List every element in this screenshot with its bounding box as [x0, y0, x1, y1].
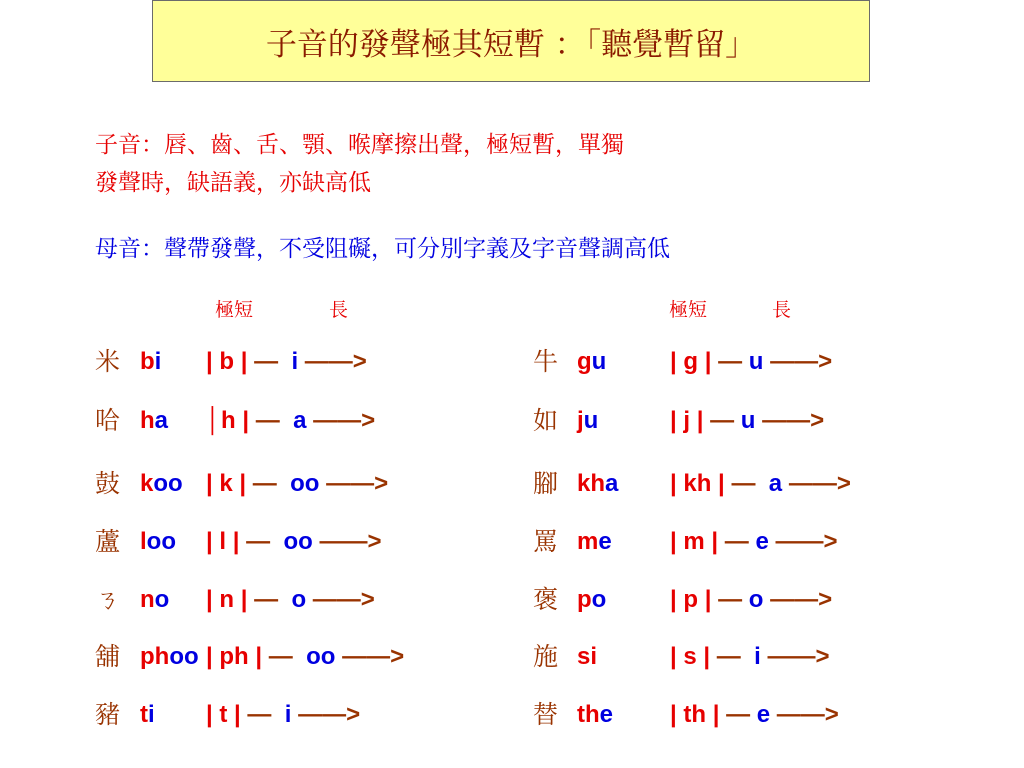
- right-sound-sequence: [670, 465, 851, 503]
- left-romanization: [140, 402, 168, 440]
- right-seq-part: | kh |: [670, 470, 725, 497]
- right-seq-part: i: [754, 643, 761, 670]
- left-seq-part: i: [291, 348, 299, 375]
- left-sound-sequence: [206, 465, 388, 503]
- left-seq-part: ——>: [335, 643, 405, 670]
- left-seq-part: —: [262, 643, 307, 670]
- left-seq-part: —: [247, 586, 292, 613]
- left-sound-sequence: [206, 402, 375, 440]
- syllable-row: [0, 523, 1024, 561]
- right-hanzi: 褒: [533, 585, 559, 614]
- vowel-description: 母音：聲帶發聲，不受阻礙，可分別字義及字音聲調高低: [95, 236, 670, 262]
- left-hanzi: 哈: [95, 406, 121, 435]
- left-roman-part: i: [148, 701, 155, 728]
- right-seq-part: o: [748, 586, 764, 613]
- left-seq-part: | k |: [206, 470, 247, 497]
- syllable-row: [0, 465, 1024, 503]
- right-sound-sequence: [670, 402, 824, 440]
- right-roman-part: e: [599, 701, 614, 728]
- right-seq-part: —: [703, 407, 741, 434]
- left-seq-part: | n |: [206, 586, 248, 613]
- right-romanization: [577, 581, 606, 619]
- left-sound-sequence: [206, 343, 367, 381]
- right-romanization: [577, 638, 597, 676]
- left-seq-part: oo: [290, 470, 320, 497]
- right-seq-part: | s |: [670, 643, 711, 670]
- left-seq-part: | ph |: [206, 643, 263, 670]
- consonant-description: [95, 126, 624, 202]
- syllable-row: [0, 402, 1024, 440]
- right-hanzi: 腳: [533, 469, 559, 498]
- right-roman-part: si: [577, 643, 598, 670]
- left-sound-sequence: [206, 696, 360, 734]
- left-seq-part: a: [293, 407, 307, 434]
- right-seq-part: —: [724, 470, 769, 497]
- left-seq-part: ——>: [319, 470, 389, 497]
- left-seq-part: —: [246, 470, 291, 497]
- left-sound-sequence: [206, 581, 375, 619]
- right-seq-part: | m |: [670, 528, 719, 555]
- left-roman-part: n: [140, 586, 155, 613]
- syllable-row: [0, 696, 1024, 734]
- right-roman-part: m: [577, 528, 599, 555]
- left-roman-part: i: [154, 348, 162, 375]
- right-roman-part: j: [577, 407, 584, 434]
- left-seq-part: ——>: [306, 407, 376, 434]
- left-head-long: 長: [329, 299, 349, 321]
- right-romanization: [577, 523, 612, 561]
- left-hanzi: 豬: [95, 700, 121, 729]
- right-romanization: [577, 696, 613, 734]
- left-roman-part: h: [140, 407, 155, 434]
- left-seq-part: —: [239, 528, 284, 555]
- right-roman-part: th: [577, 701, 600, 728]
- left-roman-part: t: [140, 701, 148, 728]
- right-head-long: 長: [772, 299, 792, 321]
- left-seq-part: │h |: [206, 407, 250, 434]
- left-romanization: [140, 696, 155, 734]
- right-seq-part: e: [756, 701, 771, 728]
- right-sound-sequence: [670, 638, 830, 676]
- right-roman-part: o: [591, 586, 607, 613]
- left-seq-part: —: [247, 348, 292, 375]
- left-romanization: [140, 465, 183, 503]
- right-sound-sequence: [670, 523, 838, 561]
- right-romanization: [577, 343, 606, 381]
- left-roman-part: oo: [169, 643, 199, 670]
- right-roman-part: u: [583, 407, 599, 434]
- left-romanization: [140, 523, 176, 561]
- right-seq-part: | th |: [670, 701, 720, 728]
- left-seq-part: ——>: [306, 586, 375, 613]
- right-roman-part: e: [598, 528, 612, 555]
- left-seq-part: —: [240, 701, 285, 728]
- right-seq-part: ——>: [760, 643, 830, 670]
- right-hanzi: 牛: [533, 347, 559, 376]
- right-romanization: [577, 465, 618, 503]
- right-seq-part: a: [768, 470, 783, 497]
- right-seq-part: —: [711, 586, 749, 613]
- right-sound-sequence: [670, 696, 839, 734]
- syllable-row: [0, 638, 1024, 676]
- right-romanization: [577, 402, 598, 440]
- left-roman-part: ph: [140, 643, 170, 670]
- left-hanzi: 蘆: [95, 527, 121, 556]
- left-seq-part: ——>: [298, 348, 367, 375]
- left-seq-part: | l |: [206, 528, 240, 555]
- right-hanzi: 罵: [533, 527, 559, 556]
- right-sound-sequence: [670, 581, 832, 619]
- left-roman-part: l: [140, 528, 147, 555]
- right-sound-sequence: [670, 343, 832, 381]
- right-seq-part: —: [719, 701, 757, 728]
- right-roman-part: kh: [577, 470, 606, 497]
- right-seq-part: ——>: [763, 586, 833, 613]
- syllable-row: [0, 581, 1024, 619]
- left-roman-part: oo: [153, 470, 183, 497]
- right-seq-part: | j |: [670, 407, 704, 434]
- left-seq-part: ——>: [312, 528, 382, 555]
- right-seq-part: | p |: [670, 586, 712, 613]
- right-seq-part: u: [748, 348, 764, 375]
- left-hanzi: ㄋ: [95, 585, 121, 614]
- left-seq-part: | t |: [206, 701, 241, 728]
- right-seq-part: e: [755, 528, 769, 555]
- right-seq-part: ——>: [763, 348, 833, 375]
- left-roman-part: k: [140, 470, 154, 497]
- left-hanzi: 舖: [95, 642, 121, 671]
- left-hanzi: 鼓: [95, 469, 121, 498]
- left-roman-part: o: [154, 586, 170, 613]
- title-box: [152, 0, 870, 82]
- left-seq-part: oo: [283, 528, 313, 555]
- left-sound-sequence: [206, 523, 381, 561]
- right-seq-part: | g |: [670, 348, 712, 375]
- left-romanization: [140, 343, 161, 381]
- right-seq-part: ——>: [782, 470, 851, 497]
- left-head-short: 極短: [215, 299, 254, 321]
- left-romanization: [140, 638, 199, 676]
- right-roman-part: p: [577, 586, 592, 613]
- left-roman-part: b: [140, 348, 155, 375]
- right-hanzi: 如: [533, 406, 559, 435]
- slide-title: 子音的發聲極其短暫 ：「聽覺暫留」: [265, 26, 757, 63]
- right-head-short: 極短: [669, 299, 708, 321]
- left-seq-part: oo: [306, 643, 336, 670]
- right-seq-part: ——>: [770, 701, 839, 728]
- right-roman-part: u: [591, 348, 607, 375]
- consonant-line-1: 子音：唇、齒、舌、顎、喉摩擦出聲，極短暫，單獨: [95, 132, 624, 158]
- syllable-row: [0, 343, 1024, 381]
- left-seq-part: o: [291, 586, 307, 613]
- right-roman-part: g: [577, 348, 592, 375]
- right-seq-part: —: [718, 528, 756, 555]
- consonant-line-2: 發聲時，缺語義，亦缺高低: [95, 170, 371, 196]
- left-romanization: [140, 581, 169, 619]
- left-roman-part: a: [154, 407, 169, 434]
- left-sound-sequence: [206, 638, 404, 676]
- left-hanzi: 米: [95, 347, 121, 376]
- right-roman-part: a: [605, 470, 619, 497]
- left-seq-part: ——>: [291, 701, 361, 728]
- left-seq-part: —: [249, 407, 294, 434]
- right-hanzi: 施: [533, 642, 559, 671]
- right-seq-part: —: [711, 348, 749, 375]
- left-roman-part: oo: [146, 528, 176, 555]
- right-seq-part: ——>: [768, 528, 838, 555]
- right-seq-part: u: [740, 407, 756, 434]
- left-seq-part: i: [284, 701, 292, 728]
- right-hanzi: 替: [533, 700, 559, 729]
- right-seq-part: —: [710, 643, 755, 670]
- left-seq-part: | b |: [206, 348, 248, 375]
- right-seq-part: ——>: [755, 407, 825, 434]
